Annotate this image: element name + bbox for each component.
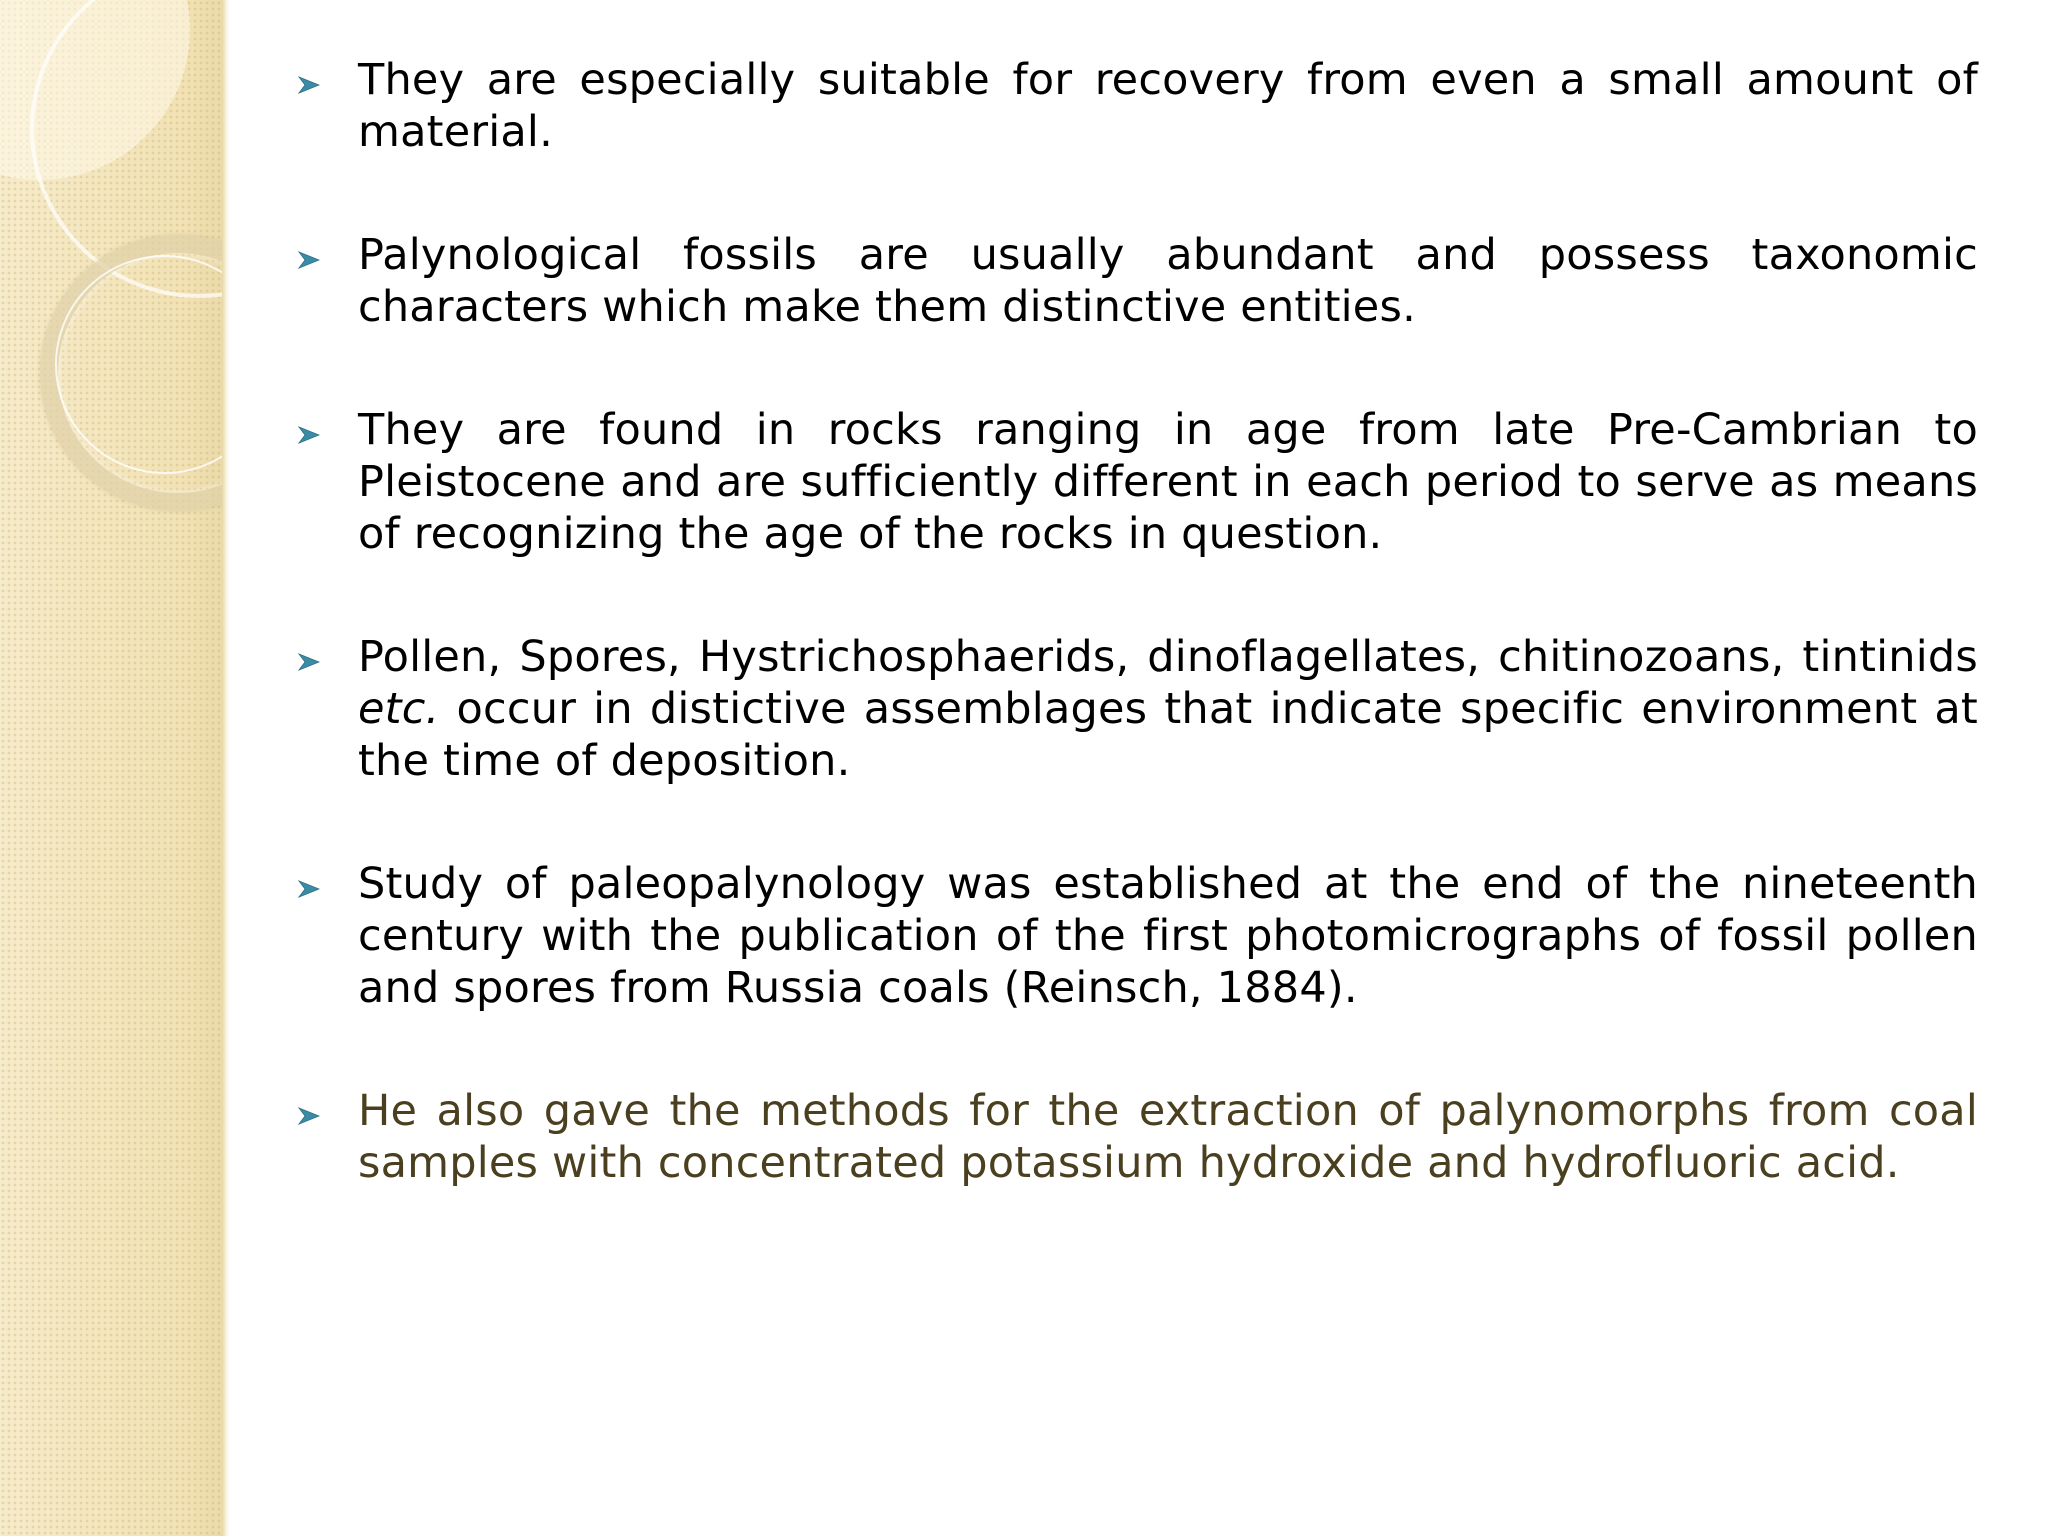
bullet-item (290, 631, 1978, 787)
bullet-text: They are found in rocks ranging in age from late Pre-Cambrian to Pleistocene and are sufficiently different in each period to serve as means of recognizing the age of the rocks in question. (358, 405, 1978, 559)
bullet-item (290, 1085, 1978, 1189)
arrowhead-bullet-icon (298, 76, 320, 94)
bullet-item (290, 229, 1978, 333)
bullet-text-italic: etc. (358, 684, 440, 734)
bullet-text (358, 631, 1978, 787)
bullet-text: He also gave the methods for the extraction of palynomorphs from coal samples with concentrated potassium hydroxide and hydrofluoric acid. (358, 1086, 1978, 1188)
arrowhead-bullet-icon (298, 880, 320, 898)
arrowhead-bullet-icon (298, 426, 320, 444)
arrowhead-bullet-icon (298, 1107, 320, 1125)
bullet-text-part: Pollen, Spores, Hystrichosphaerids, dinoflagellates, chitinozoans, tintinids (358, 632, 1978, 682)
bullet-text: They are especially suitable for recovery from even a small amount of material. (358, 55, 1978, 157)
sidebar-edge (222, 0, 230, 1536)
bullet-item (290, 404, 1978, 560)
bullet-item (290, 858, 1978, 1014)
decorative-sidebar (0, 0, 226, 1536)
bullet-text: Palynological fossils are usually abundant and possess taxonomic characters which make them distinctive entities. (358, 230, 1978, 332)
bullet-text: Study of paleopalynology was established at the end of the nineteenth century with the publication of the first photomicrographs of fossil pollen and spores from Russia coals (Reinsch, 1884). (358, 859, 1978, 1013)
bullet-text-part: occur in distictive assemblages that indicate specific environment at the time of deposition. (358, 684, 1978, 786)
bullet-item (290, 54, 1978, 158)
arrowhead-bullet-icon (298, 251, 320, 269)
arrowhead-bullet-icon (298, 653, 320, 671)
slide-body (290, 54, 1978, 1260)
